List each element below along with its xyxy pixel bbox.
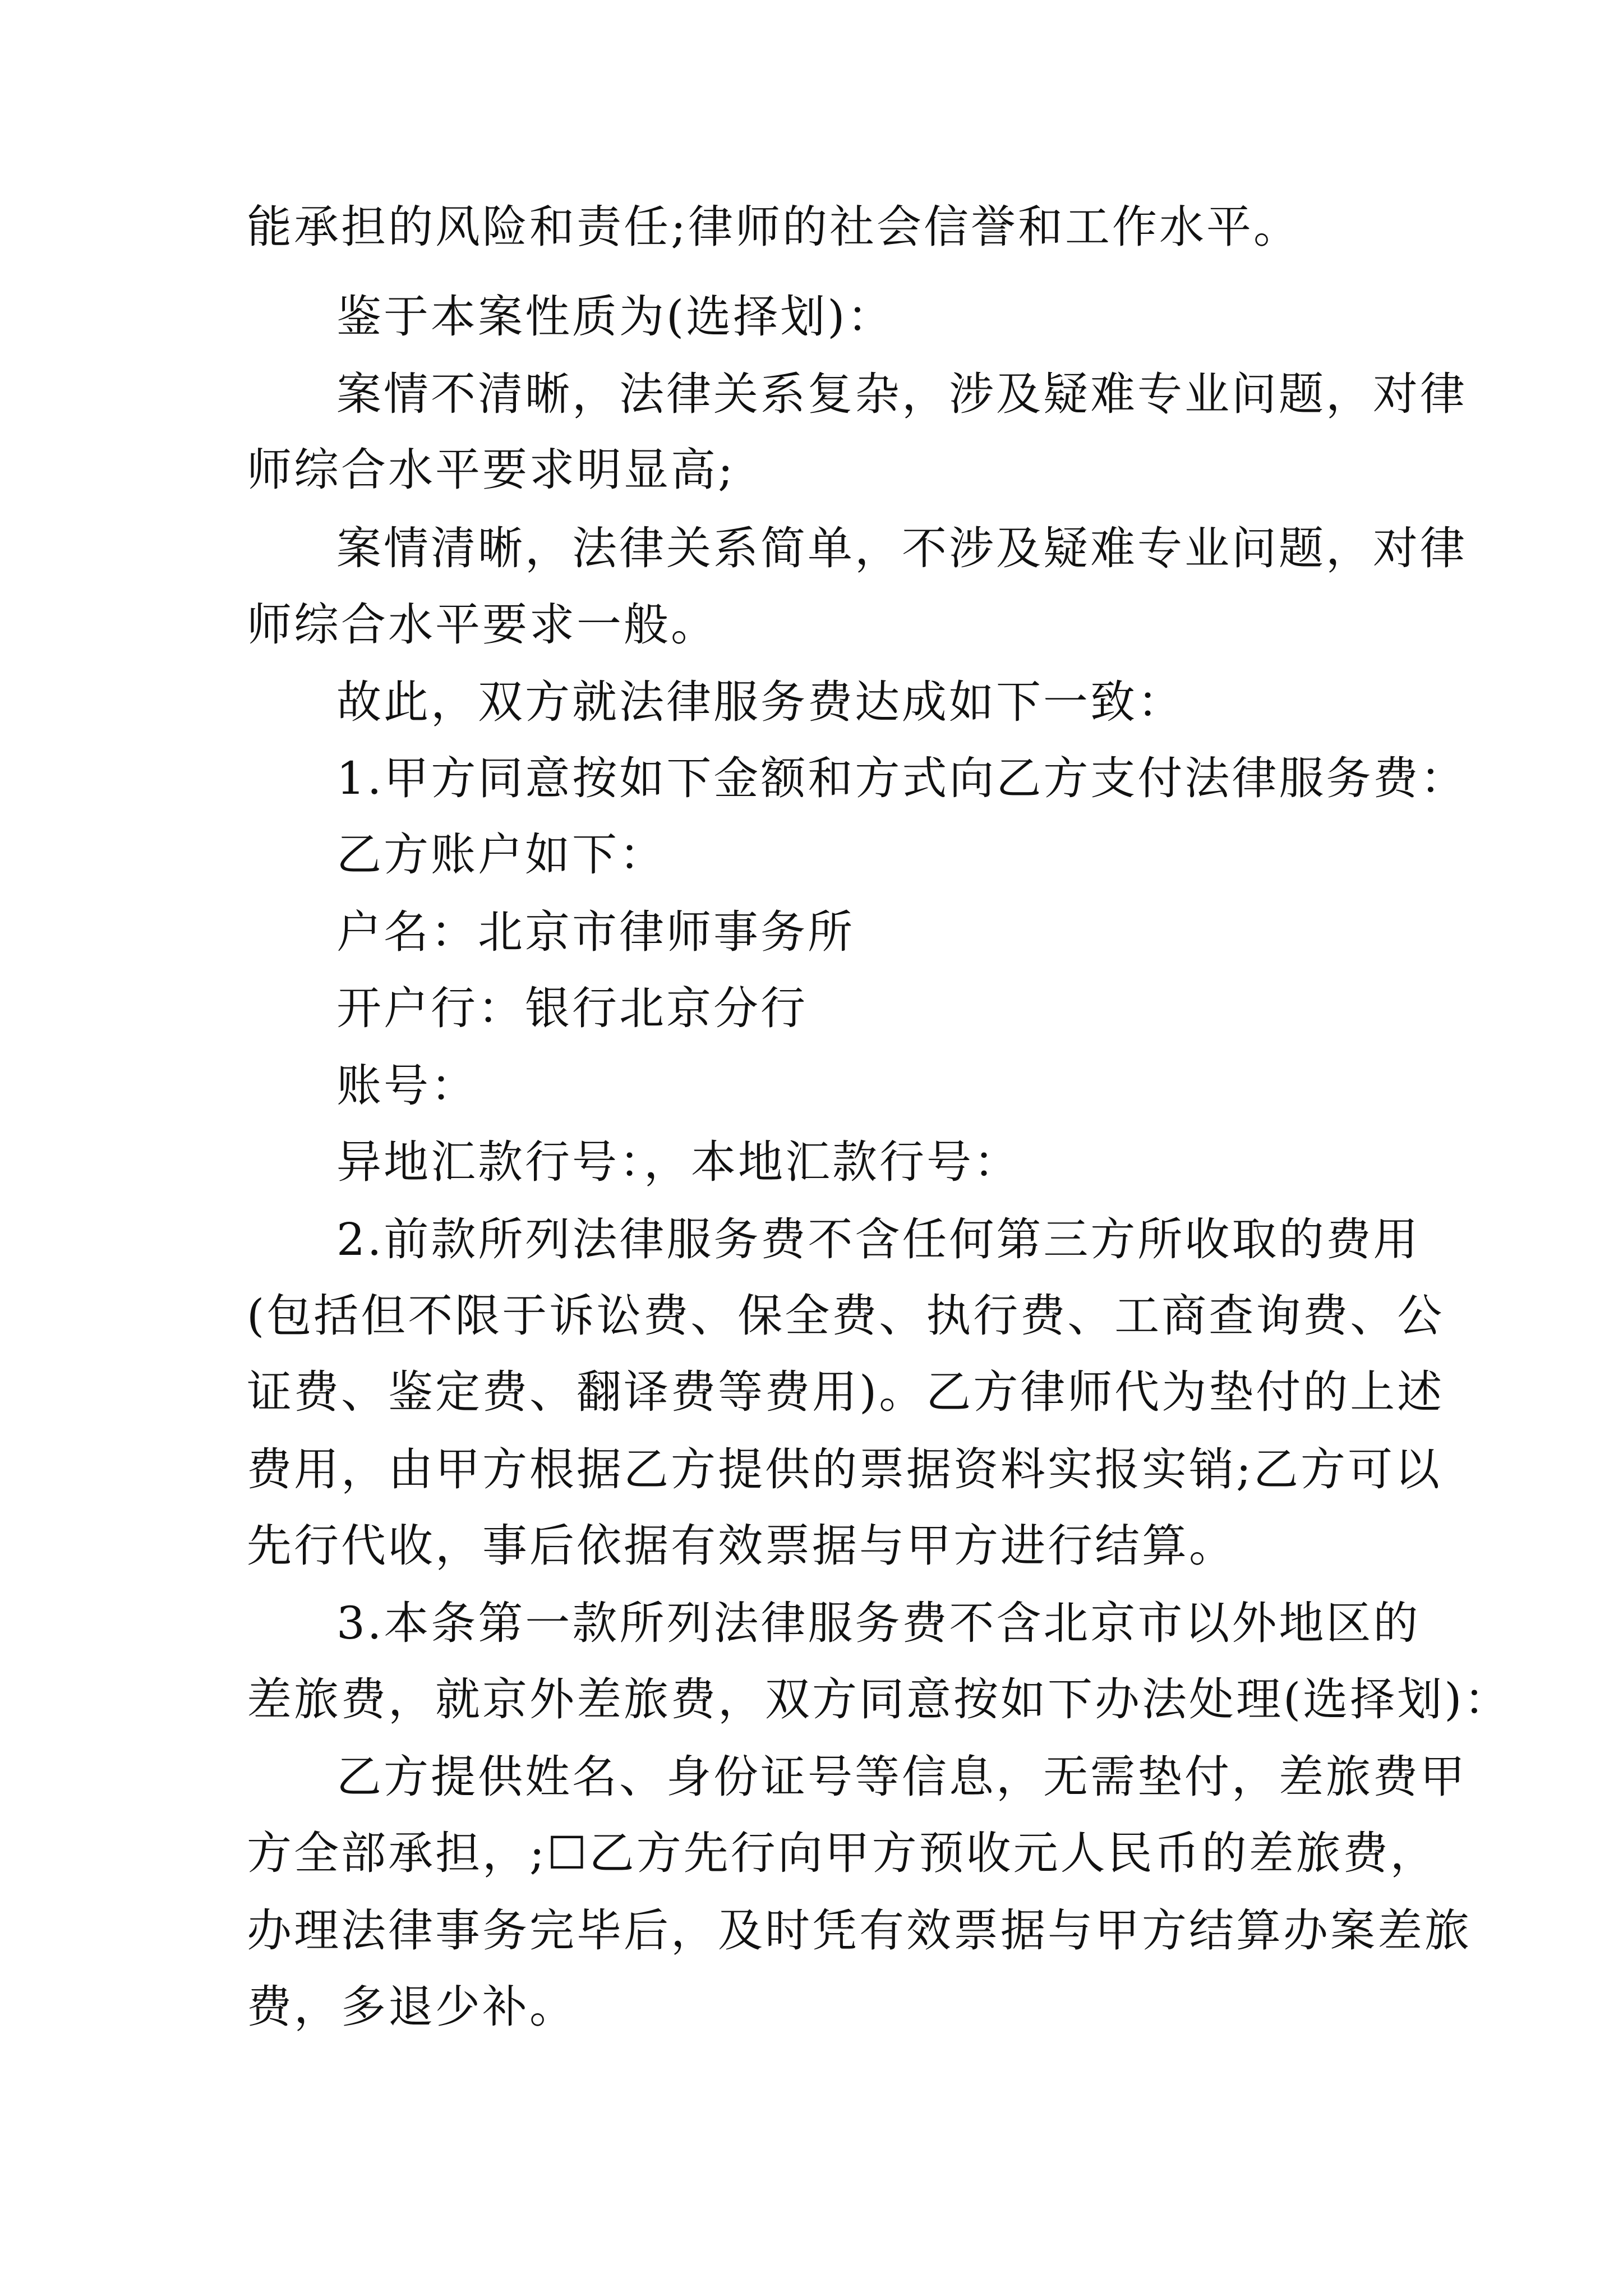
paragraph-line: 乙方账户如下：: [336, 829, 666, 881]
paragraph-line: (包括但不限于诉讼费、保全费、执行费、工商查询费、公: [247, 1290, 1445, 1342]
paragraph-line: 故此，双方就法律服务费达成如下一致：: [336, 676, 1184, 728]
paragraph-line: 乙方提供姓名、身份证号等信息，无需垫付，差旅费甲: [336, 1751, 1467, 1803]
paragraph-line: 先行代收，事后依据有效票据与甲方进行结算。: [247, 1520, 1236, 1572]
paragraph-line: 开户行：银行北京分行: [336, 982, 808, 1034]
paragraph-line: 异地汇款行号：，本地汇款行号：: [336, 1136, 1021, 1188]
paragraph-line: 2.前款所列法律服务费不含任何第三方所收取的费用: [336, 1213, 1421, 1266]
paragraph-line: 费用，由甲方根据乙方提供的票据资料实报实销;乙方可以: [247, 1443, 1442, 1496]
paragraph-line: 3.本条第一款所列法律服务费不含北京市以外地区的: [336, 1597, 1421, 1649]
paragraph-line: 案情清晰，法律关系简单，不涉及疑难专业问题，对律: [336, 522, 1467, 574]
paragraph-line: 差旅费，就京外差旅费，双方同意按如下办法处理(选择划)：: [247, 1673, 1511, 1726]
paragraph-line: 证费、鉴定费、翻译费等费用)。乙方律师代为垫付的上述: [247, 1366, 1445, 1418]
paragraph-line: 师综合水平要求一般。: [247, 599, 718, 651]
paragraph-line: 能承担的风险和责任;律师的社会信誉和工作水平。: [247, 201, 1301, 253]
paragraph-line: 师综合水平要求明显高;: [247, 444, 735, 496]
paragraph-line: 账号：: [336, 1060, 478, 1112]
paragraph-line: 鉴于本案性质为(选择划)：: [336, 291, 895, 343]
paragraph-line: 案情不清晰，法律关系复杂，涉及疑难专业问题，对律: [336, 368, 1467, 420]
paragraph-line: 费，多退少补。: [247, 1981, 577, 2033]
paragraph-line: 办理法律事务完毕后，及时凭有效票据与甲方结算办案差旅: [247, 1904, 1472, 1957]
paragraph-line: 户名：北京市律师事务所: [336, 906, 855, 958]
paragraph-line: 方全部承担，;☐乙方先行向甲方预收元人民币的差旅费，: [247, 1827, 1437, 1879]
paragraph-line: 1.甲方同意按如下金额和方式向乙方支付法律服务费：: [336, 752, 1468, 804]
